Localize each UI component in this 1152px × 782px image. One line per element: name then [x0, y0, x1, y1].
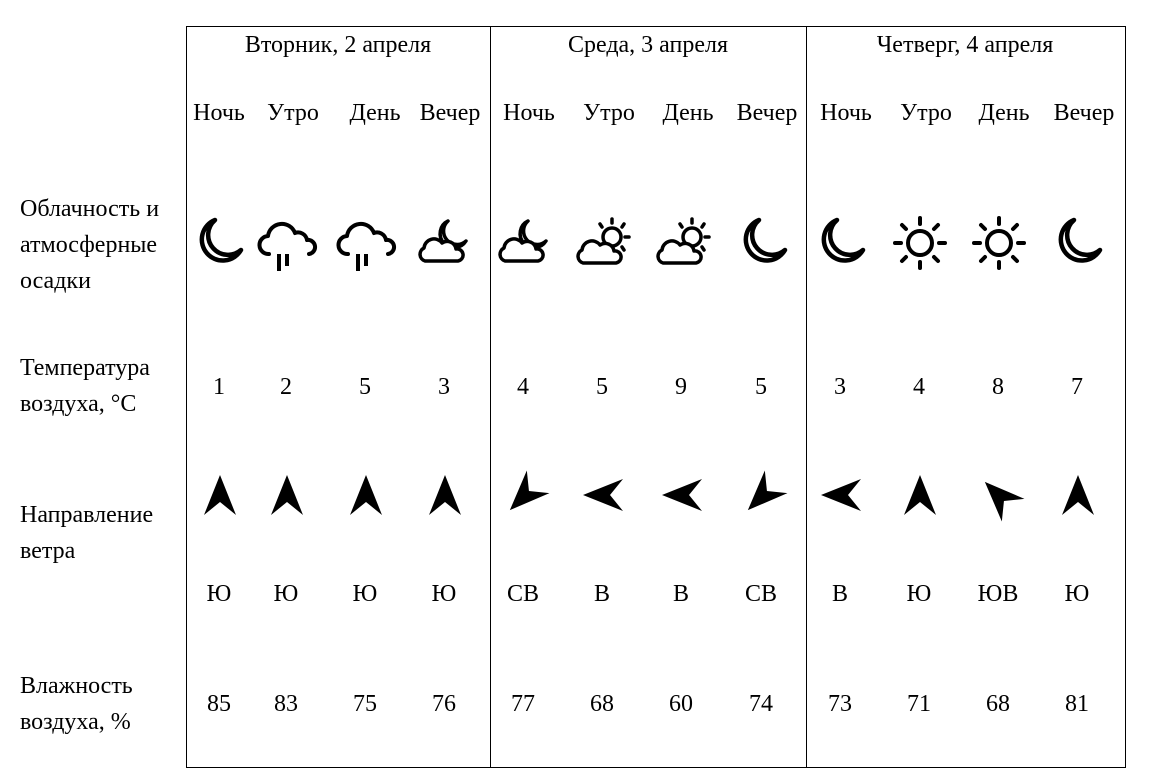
- sun-icon: [891, 214, 949, 272]
- row-label-cloudiness: Облачность и атмосферные осадки: [20, 196, 160, 294]
- temperature-value: 4: [517, 374, 529, 400]
- humidity-value: 85: [207, 691, 231, 717]
- table-border-left: [186, 26, 187, 767]
- period-label: Вечер: [1053, 100, 1115, 126]
- wind-direction-label: СВ: [506, 581, 540, 607]
- wind-direction-label: Ю: [352, 581, 378, 607]
- wind-arrow-icon: [265, 473, 309, 517]
- period-label: Ночь: [193, 100, 245, 126]
- humidity-value: 75: [353, 691, 377, 717]
- wind-arrow-icon: [740, 474, 784, 518]
- wind-arrow-icon: [660, 473, 704, 517]
- day-divider-1: [490, 26, 491, 767]
- temperature-value: 5: [359, 374, 371, 400]
- row-label-wind: Направление ветра: [20, 502, 154, 564]
- wind-direction-label: В: [672, 581, 690, 607]
- humidity-value: 68: [986, 691, 1010, 717]
- period-label: Вечер: [736, 100, 798, 126]
- cloud-moon-icon: [416, 215, 474, 267]
- temperature-value: 5: [596, 374, 608, 400]
- humidity-value: 76: [432, 691, 456, 717]
- rain-cloud-icon: [336, 220, 398, 274]
- moon-icon: [737, 215, 791, 269]
- period-label: Вечер: [419, 100, 481, 126]
- day-title: Четверг, 4 апреля: [876, 32, 1054, 58]
- period-label: День: [349, 100, 401, 126]
- period-label: Ночь: [820, 100, 872, 126]
- wind-direction-label: В: [593, 581, 611, 607]
- table-border-bottom: [186, 767, 1126, 768]
- period-label: День: [662, 100, 714, 126]
- temperature-value: 5: [755, 374, 767, 400]
- humidity-value: 71: [907, 691, 931, 717]
- moon-icon: [815, 215, 869, 269]
- period-label: Утро: [900, 100, 952, 126]
- wind-arrow-icon: [819, 473, 863, 517]
- wind-arrow-icon: [977, 474, 1021, 518]
- temperature-value: 3: [438, 374, 450, 400]
- humidity-value: 68: [590, 691, 614, 717]
- wind-arrow-icon: [502, 474, 546, 518]
- wind-arrow-icon: [423, 473, 467, 517]
- wind-direction-label: В: [831, 581, 849, 607]
- table-border-top: [186, 26, 1126, 27]
- table-border-right: [1125, 26, 1126, 767]
- day-title: Среда, 3 апреля: [567, 32, 729, 58]
- temperature-value: 8: [992, 374, 1004, 400]
- rain-cloud-icon: [257, 220, 319, 274]
- sun-icon: [970, 214, 1028, 272]
- wind-arrow-icon: [898, 473, 942, 517]
- temperature-value: 3: [834, 374, 846, 400]
- wind-arrow-icon: [1056, 473, 1100, 517]
- moon-icon: [193, 215, 247, 269]
- wind-direction-label: Ю: [431, 581, 457, 607]
- humidity-value: 60: [669, 691, 693, 717]
- wind-arrow-icon: [581, 473, 625, 517]
- day-title: Вторник, 2 апреля: [244, 32, 432, 58]
- period-label: Утро: [583, 100, 635, 126]
- wind-direction-label: Ю: [273, 581, 299, 607]
- cloud-sun-icon: [574, 213, 636, 269]
- row-label-temperature: Температура воздуха, °С: [20, 355, 150, 417]
- wind-arrow-icon: [344, 473, 388, 517]
- temperature-value: 2: [280, 374, 292, 400]
- cloud-moon-icon: [496, 215, 554, 267]
- humidity-value: 83: [274, 691, 298, 717]
- period-label: Утро: [267, 100, 319, 126]
- moon-icon: [1052, 215, 1106, 269]
- humidity-value: 77: [511, 691, 535, 717]
- cloud-sun-icon: [654, 213, 716, 269]
- row-label-humidity: Влажность воздуха, %: [20, 673, 133, 735]
- wind-direction-label: Ю: [1064, 581, 1090, 607]
- temperature-value: 7: [1071, 374, 1083, 400]
- temperature-value: 9: [675, 374, 687, 400]
- day-divider-2: [806, 26, 807, 767]
- period-label: Ночь: [503, 100, 555, 126]
- wind-direction-label: ЮВ: [977, 581, 1019, 607]
- humidity-value: 74: [749, 691, 773, 717]
- wind-direction-label: СВ: [744, 581, 778, 607]
- wind-direction-label: Ю: [906, 581, 932, 607]
- temperature-value: 1: [213, 374, 225, 400]
- wind-arrow-icon: [198, 473, 242, 517]
- period-label: День: [978, 100, 1030, 126]
- humidity-value: 73: [828, 691, 852, 717]
- temperature-value: 4: [913, 374, 925, 400]
- humidity-value: 81: [1065, 691, 1089, 717]
- wind-direction-label: Ю: [206, 581, 232, 607]
